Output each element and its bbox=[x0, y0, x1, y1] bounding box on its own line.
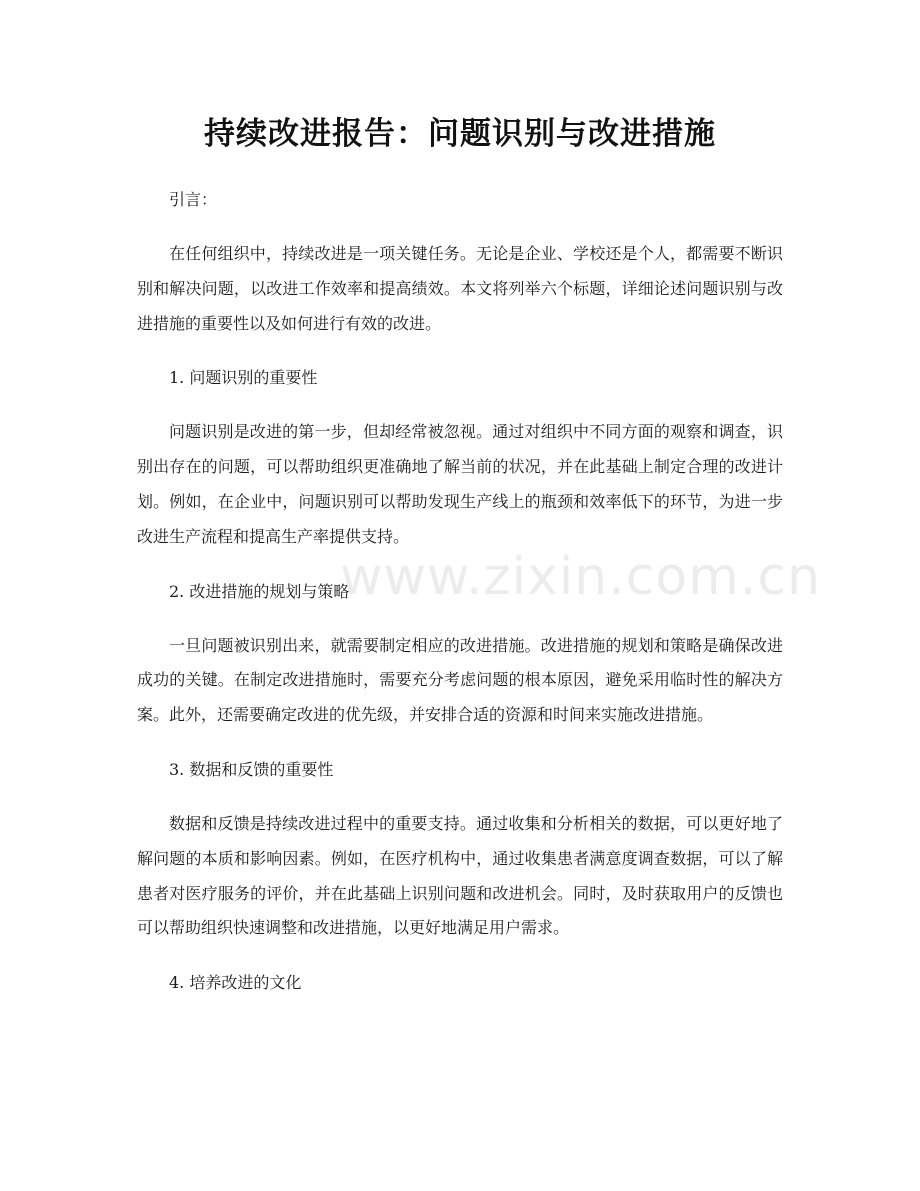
document-title: 持续改进报告：问题识别与改进措施 bbox=[204, 116, 716, 152]
section-heading-3: 3. 数据和反馈的重要性 bbox=[169, 759, 334, 779]
section-heading-2: 2. 改进措施的规划与策略 bbox=[169, 581, 350, 601]
intro-paragraph: 在任何组织中，持续改进是一项关键任务。无论是企业、学校还是个人，都需要不断识别和解决问题，以改进工作效率和提高绩效。本文将列举六个标题，详细论述问题识别与改进措施的重要性以及如何进行有效的改进。 bbox=[137, 244, 783, 333]
section-body-3: 数据和反馈是持续改进过程中的重要支持。通过收集和分析相关的数据，可以更好地了解问题的本质和影响因素。例如，在医疗机构中，通过收集患者满意度调查数据，可以了解患者对医疗服务的评价，并在此基础上识别问题和改进机会。同时，及时获取用户的反馈也可以帮助组织快速调整和改进措施，以更好地满足用户需求。 bbox=[137, 813, 783, 938]
section-heading-4: 4. 培养改进的文化 bbox=[169, 973, 302, 993]
section-heading-1: 1. 问题识别的重要性 bbox=[169, 368, 318, 388]
section-body-1: 问题识别是改进的第一步，但却经常被忽视。通过对组织中不同方面的观察和调查，识别出存在的问题，可以帮助组织更准确地了解当前的状况，并在此基础上制定合理的改进计划。例如，在企业中，问题识别可以帮助发现生产线上的瓶颈和效率低下的环节，为进一步改进生产流程和提高生产率提供支持。 bbox=[137, 422, 783, 546]
watermark: www.zixin.com.cn bbox=[340, 547, 821, 607]
intro-label: 引言： bbox=[169, 190, 218, 209]
document-body bbox=[137, 183, 783, 1020]
section-body-2: 一旦问题被识别出来，就需要制定相应的改进措施。改进措施的规划和策略是确保改进成功的关键。在制定改进措施时，需要充分考虑问题的根本原因，避免采用临时性的解决方案。此外，还需要确定改进的优先级，并安排合适的资源和时间来实施改进措施。 bbox=[137, 635, 783, 725]
